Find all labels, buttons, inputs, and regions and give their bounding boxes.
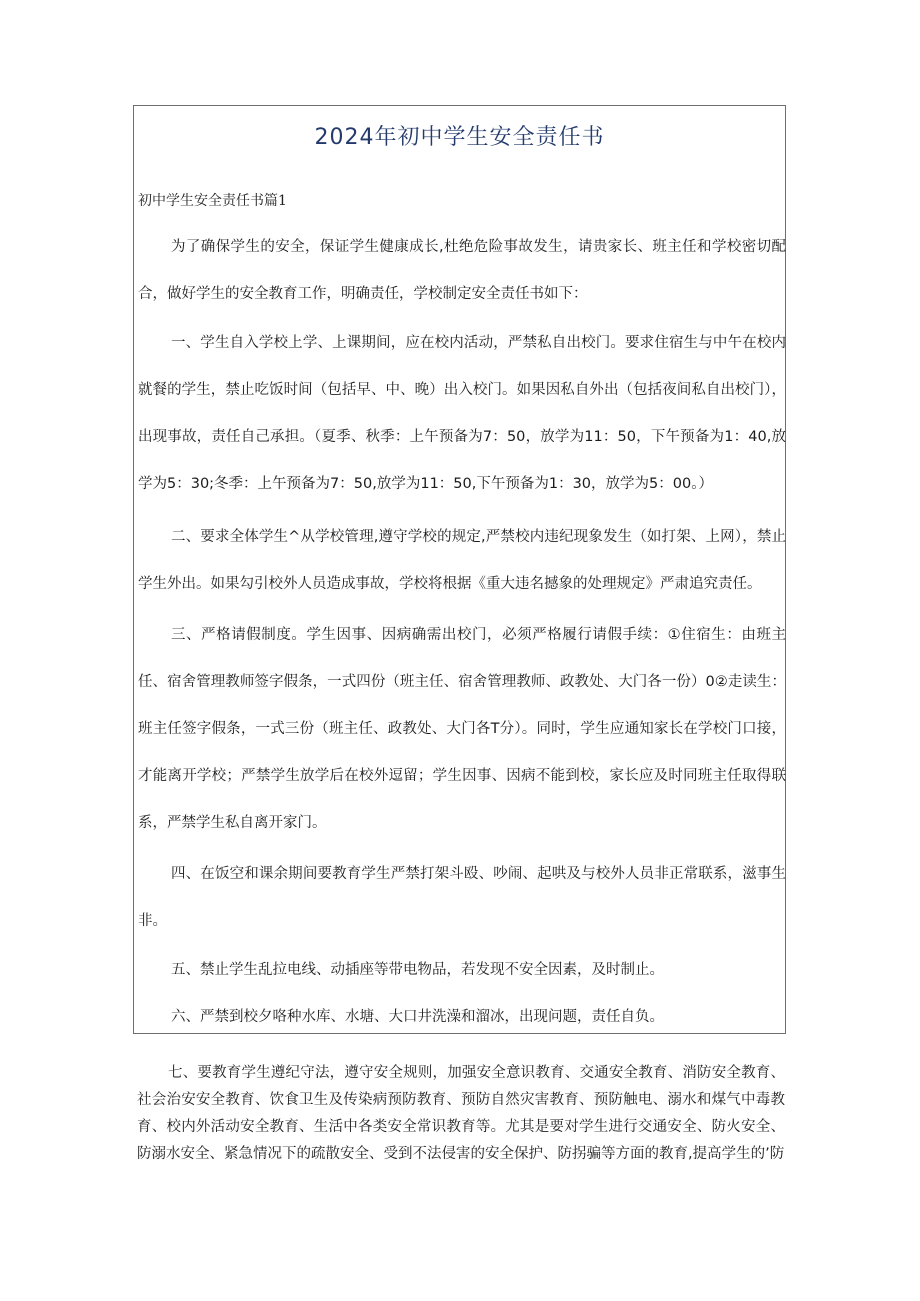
clause-3-paragraph: 三、严格请假制度。学生因事、因病确需出校门，必须严格履行请假手续：①住宿生：由班主任、宿舍管理教师签字假条，一式四份（班主任、宿舍管理教师、政教处、大门各一份）0②走读生：班主任签字假条，一式三份（班主任、政教处、大门各T分）。同时，学生应通知家长在学校门口接，才能离开学校；严禁学生放学后在校外逗留；学生因事、因病不能到校，家长应及时同班主任取得联系，严禁学生私自离开家门。 bbox=[138, 627, 786, 831]
document-title: 2024年初中学生安全责任书 bbox=[314, 125, 605, 150]
clause-7-paragraph: 七、要教育学生遵纪守法，遵守安全规则，加强安全意识教育、交通安全教育、消防安全教育、社会治安安全教育、饮食卫生及传染病预防教育、预防自然灾害教育、预防触电、溺水和煤气中毒教育、校内外活动安全教育、生活中各类安全常识教育等。尤其是要对学生进行交通安全、防火安全、防溺水安全、紧急情况下的疏散安全、受到不法侵害的安全保护、防拐骗等方面的教育,提高学生的’防 bbox=[137, 1065, 785, 1162]
clause-1-paragraph: 一、学生自入学校上学、上课期间，应在校内活动，严禁私自出校门。要求住宿生与中午在校内就餐的学生，禁止吃饭时间（包括早、中、晚）出入校门。如果因私自外出（包括夜间私自出校门），出现事故，责任自己承担。（夏季、秋季：上午预备为7：50，放学为11：50，下午预备为1：40,放学为5：30;冬季：上午预备为7：50,放学为11：50,下午预备为1：30，放学为5：00。） bbox=[138, 335, 786, 492]
intro-paragraph: 为了确保学生的安全，保证学生健康成长,杜绝危险事故发生，请贵家长、班主任和学校密切配合，做好学生的安全教育工作，明确责任，学校制定安全责任书如下： bbox=[138, 239, 786, 302]
clause-6-paragraph: 六、严禁到校夕咯种水库、水塘、大口井洗澡和溜冰，出现问题，责任自负。 bbox=[171, 1009, 664, 1025]
clause-2-paragraph: 二、要求全体学生^从学校管理,遵守学校的规定,严禁校内违纪现象发生（如打架、上网），禁止学生外出。如果勾引校外人员造成事故，学校将根据《重大违名撼象的处理规定》严肃追究责任。 bbox=[138, 529, 786, 592]
section-heading: 初中学生安全责任书篇1 bbox=[138, 193, 287, 209]
clause-5-paragraph: 五、禁止学生乱拉电线、动插座等带电物品，若发现不安全因素，及时制止。 bbox=[171, 962, 664, 978]
clause-4-paragraph: 四、在饭空和课余期间要教育学生严禁打架斗殴、吵闹、起哄及与校外人员非正常联系，滋事生非。 bbox=[138, 866, 786, 929]
document-frame bbox=[133, 105, 786, 1034]
